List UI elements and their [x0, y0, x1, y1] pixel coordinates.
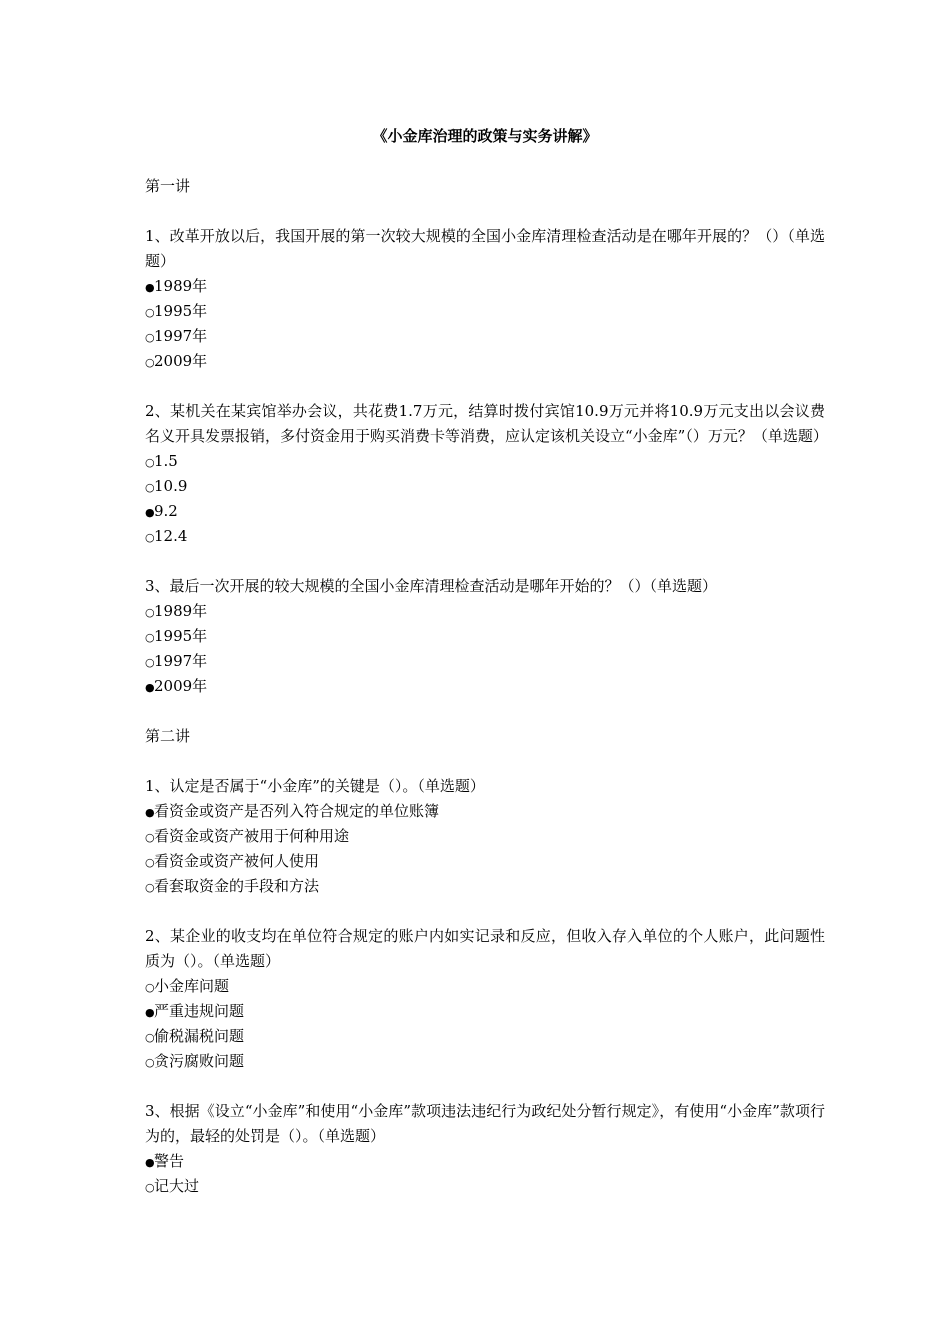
answer-option: [145, 874, 825, 899]
option-label: 2009年: [154, 677, 208, 695]
option-label: 看资金或资产被用于何种用途: [154, 827, 350, 845]
option-label: 偷税漏税问题: [154, 1027, 245, 1045]
answer-option-selected: [145, 674, 825, 699]
answer-option-selected: [145, 799, 825, 824]
empty-circle-icon: ○: [145, 831, 155, 844]
empty-circle-icon: ○: [145, 656, 155, 669]
answer-option: [145, 349, 825, 374]
empty-circle-icon: ○: [145, 606, 155, 619]
option-label: 2009年: [154, 352, 208, 370]
empty-circle-icon: ○: [145, 306, 155, 319]
answer-option: [145, 524, 825, 549]
option-label: 记大过: [154, 1177, 200, 1195]
lecture-section: [145, 724, 825, 1199]
question-block: [145, 399, 828, 549]
filled-circle-icon: ●: [145, 281, 155, 294]
filled-circle-icon: ●: [145, 806, 155, 819]
empty-circle-icon: ○: [145, 1181, 155, 1194]
option-label: 看套取资金的手段和方法: [154, 877, 320, 895]
empty-circle-icon: ○: [145, 1056, 155, 1069]
answer-option-selected: [145, 274, 825, 299]
empty-circle-icon: ○: [145, 456, 155, 469]
question-block: [145, 224, 825, 374]
question-block: [145, 924, 825, 1074]
answer-option-selected: [145, 499, 825, 524]
answer-option: [145, 474, 825, 499]
lecture-heading: 第一讲: [145, 177, 191, 195]
answer-option: [145, 1174, 825, 1199]
answer-option: [145, 624, 825, 649]
option-label: 看资金或资产被何人使用: [154, 852, 320, 870]
question-text: 1、改革开放以后，我国开展的第一次较大规模的全国小金库清理检查活动是在哪年开展的？（）（单选题）: [145, 227, 825, 270]
filled-circle-icon: ●: [145, 506, 155, 519]
answer-option-selected: [145, 1149, 825, 1174]
answer-option: [145, 649, 825, 674]
answer-option: [145, 449, 825, 474]
answer-option: [145, 1024, 825, 1049]
option-label: 1997年: [154, 652, 208, 670]
option-label: 1989年: [154, 277, 208, 295]
question-text: 3、根据《设立“小金库”和使用“小金库”款项违法违纪行为政纪处分暂行规定》，有使用“小金库”款项行为的，最轻的处罚是（）。（单选题）: [145, 1102, 825, 1145]
lecture-section: [145, 174, 828, 699]
option-label: 12.4: [154, 527, 188, 545]
empty-circle-icon: ○: [145, 631, 155, 644]
empty-circle-icon: ○: [145, 481, 155, 494]
empty-circle-icon: ○: [145, 531, 155, 544]
answer-option: [145, 974, 825, 999]
question-block: [145, 774, 825, 899]
empty-circle-icon: ○: [145, 1031, 155, 1044]
filled-circle-icon: ●: [145, 1156, 155, 1169]
option-label: 小金库问题: [154, 977, 230, 995]
empty-circle-icon: ○: [145, 981, 155, 994]
option-label: 1997年: [154, 327, 208, 345]
question-text: 2、某企业的收支均在单位符合规定的账户内如实记录和反应，但收入存入单位的个人账户，此问题性质为（）。（单选题）: [145, 927, 825, 970]
lecture-heading: 第二讲: [145, 727, 191, 745]
answer-option: [145, 324, 825, 349]
option-label: 10.9: [154, 477, 188, 495]
answer-option: [145, 1049, 825, 1074]
option-label: 9.2: [154, 502, 178, 520]
document-body: [145, 174, 828, 1199]
filled-circle-icon: ●: [145, 1006, 155, 1019]
answer-option: [145, 599, 825, 624]
answer-option-selected: [145, 999, 825, 1024]
answer-option: [145, 824, 825, 849]
empty-circle-icon: ○: [145, 331, 155, 344]
question-text: 1、认定是否属于“小金库”的关键是（）。（单选题）: [145, 777, 485, 795]
question-block: [145, 574, 825, 699]
empty-circle-icon: ○: [145, 356, 155, 369]
option-label: 严重违规问题: [154, 1002, 245, 1020]
option-label: 1995年: [154, 627, 208, 645]
option-label: 1989年: [154, 602, 208, 620]
option-label: 1995年: [154, 302, 208, 320]
document-page: [145, 124, 828, 1224]
answer-option: [145, 849, 825, 874]
question-block: [145, 1099, 825, 1199]
question-text: 2、某机关在某宾馆举办会议，共花费1.7万元，结算时拨付宾馆10.9万元并将10.9万元支出以会议费名义开具发票报销，多付资金用于购买消费卡等消费，应认定该机关设立“小金库”（）万元？（单选题）: [145, 402, 828, 445]
question-text: 3、最后一次开展的较大规模的全国小金库清理检查活动是哪年开始的？（）（单选题）: [145, 577, 718, 595]
document-title: 《小金库治理的政策与实务讲解》: [372, 127, 598, 145]
option-label: 1.5: [154, 452, 178, 470]
empty-circle-icon: ○: [145, 856, 155, 869]
option-label: 贪污腐败问题: [154, 1052, 245, 1070]
empty-circle-icon: ○: [145, 881, 155, 894]
answer-option: [145, 299, 825, 324]
option-label: 看资金或资产是否列入符合规定的单位账簿: [154, 802, 440, 820]
option-label: 警告: [154, 1152, 185, 1170]
filled-circle-icon: ●: [145, 681, 155, 694]
